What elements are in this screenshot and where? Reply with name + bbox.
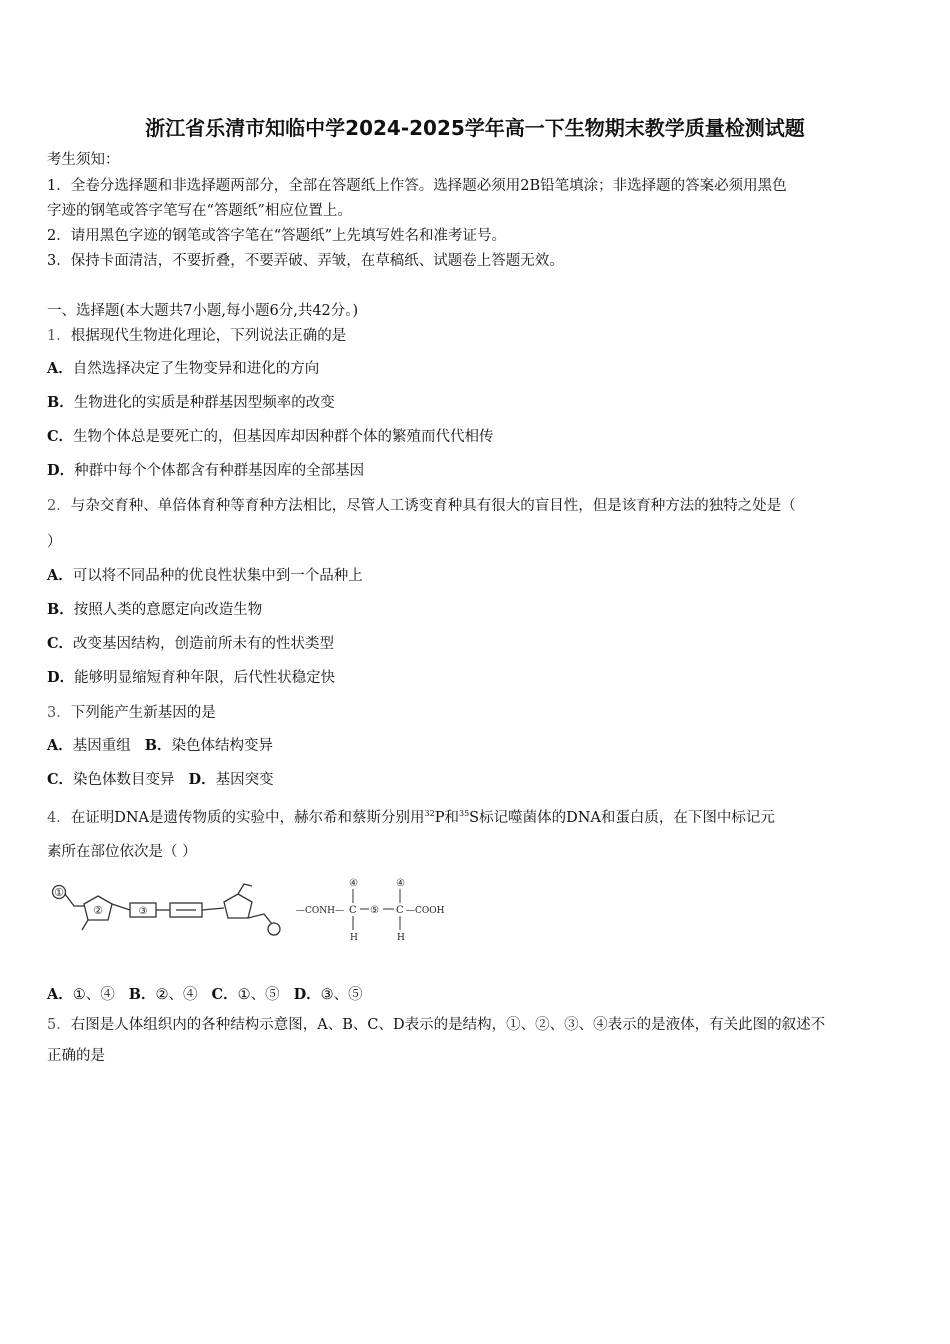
q4-option-d-label: D． [293, 986, 321, 1003]
notice-heading: 考生须知： [47, 152, 120, 168]
cooh-text: —COOH [406, 906, 445, 916]
question-stem: 右图是人体组织内的各种结构示意图，A、B、C、D表示的是结构，①、②、③、④表示的是液体，有关此图的叙述不 [70, 1017, 826, 1033]
label-3: ③ [138, 906, 148, 917]
page-title: 浙江省乐清市知临中学2024-2025学年高一下生物期末教学质量检测试题 [145, 116, 805, 140]
question-stem-end: 素所在部位依次是（ ） [47, 844, 197, 860]
q3-option-b-label: B． [144, 737, 172, 754]
q1-option-d: D．种群中每个个体都含有种群基因库的全部基因 [47, 462, 365, 479]
q4-option-b-label: B． [128, 986, 156, 1003]
notice-item: 1．全卷分选择题和非选择题两部分，全部在答题纸上作答。选择题必须用2B铅笔填涂；非选择题的答案必须用黑色 [47, 178, 787, 194]
question-stem-end: ） [47, 534, 62, 550]
q3-option-d-label: D． [188, 771, 216, 788]
q3-option-c-label: C． [47, 771, 74, 788]
q4-option-c-text: ①、⑤ [237, 987, 280, 1003]
notice-item: 字迹的钢笔或答字笔写在“答题纸”相应位置上。 [47, 203, 352, 219]
q4-option-c-label: C． [211, 986, 238, 1003]
q4-option-d-text: ③、⑤ [320, 987, 363, 1003]
q1-option-c: C．生物个体总是要死亡的，但基因库却因种群个体的繁殖而代代相传 [47, 428, 494, 445]
question-5 [47, 1015, 825, 1035]
label-4a: ④ [349, 878, 358, 889]
label-5: ⑤ [370, 905, 379, 916]
q2-option-d: D．能够明显缩短育种年限，后代性状稳定快 [47, 669, 336, 686]
hydrogen-2: H [397, 933, 405, 943]
carbon-1: C [349, 905, 357, 916]
notice-item: 3．保持卡面清洁，不要折叠，不要弄破、弄皱，在草稿纸、试题卷上答题无效。 [47, 253, 564, 269]
q3-option-c-text: 染色体数目变异 [73, 772, 175, 788]
q1-option-a: A．自然选择决定了生物变异和进化的方向 [47, 360, 320, 377]
section-heading: 一、选择题(本大题共7小题,每小题6分,共42分。) [47, 303, 359, 319]
q4-option-b-text: ②、④ [155, 987, 198, 1003]
question-3 [47, 703, 216, 723]
question-stem: 下列能产生新基因的是 [70, 705, 216, 721]
q3-option-b-text: 染色体结构变异 [171, 738, 274, 754]
question-number: 5． [47, 1017, 71, 1033]
q2-option-b: B．按照人类的意愿定向改造生物 [47, 601, 263, 618]
q3-options-row-1 [47, 736, 273, 756]
question-4: 4．在证明DNA是遗传物质的实验中，赫尔希和蔡斯分别用$^{32}$P和$^{35}$S标记噬菌体的DNA和蛋白质，在下图中标记元 [47, 809, 775, 826]
molecule-diagram [48, 872, 458, 944]
q4-options [47, 985, 363, 1005]
q2-option-c: C．改变基因结构，创造前所未有的性状类型 [47, 635, 335, 652]
question-stem-end: 正确的是 [47, 1048, 105, 1064]
question-stem: 根据现代生物进化理论，下列说法正确的是 [70, 328, 347, 344]
q3-option-a-label: A． [47, 737, 73, 754]
label-2: ② [93, 904, 103, 917]
q3-option-a-text: 基因重组 [72, 738, 131, 754]
question-number: 1． [47, 328, 71, 344]
question-number: 3． [47, 705, 71, 721]
question-stem: 与杂交育种、单倍体育种等育种方法相比，尽管人工诱变育种具有很大的盲目性，但是该育种方法的独特之处是（ [70, 498, 796, 514]
notice-item: 2．请用黑色字迹的钢笔或答字笔在“答题纸”上先填写姓名和准考证号。 [47, 228, 507, 244]
q3-option-d-text: 基因突变 [215, 772, 274, 788]
label-1: ① [54, 886, 64, 899]
q4-option-a-text: ①、④ [72, 987, 115, 1003]
label-4b: ④ [396, 878, 405, 889]
question-number: 4． [47, 810, 71, 826]
q2-option-a: A．可以将不同品种的优良性状集中到一个品种上 [47, 567, 363, 584]
question-1 [47, 326, 346, 346]
carbon-2: C [396, 905, 404, 916]
question-2 [47, 496, 796, 516]
q1-option-b: B．生物进化的实质是种群基因型频率的改变 [47, 394, 335, 411]
nucleotide-structure [53, 884, 281, 935]
q3-options-row-2 [47, 770, 274, 790]
q4-option-a-label: A． [47, 986, 73, 1003]
hydrogen-1: H [350, 933, 358, 943]
question-number: 2． [47, 498, 71, 514]
conh-text: —CONH— [296, 906, 344, 916]
